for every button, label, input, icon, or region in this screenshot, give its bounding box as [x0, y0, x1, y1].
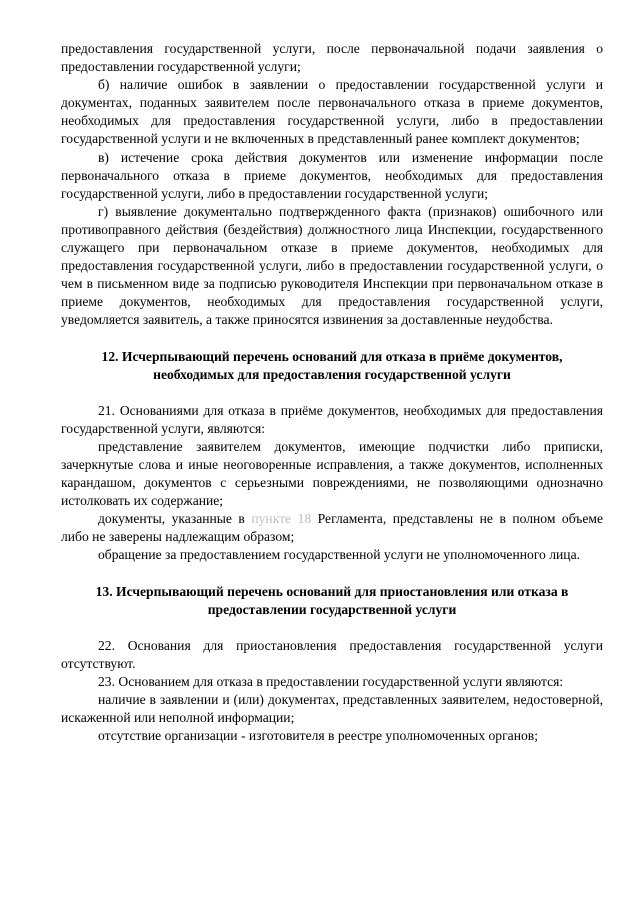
- list-item-2: [61, 510, 603, 546]
- list-item-1: представление заявителем документов, имеющие подчистки либо приписки, зачеркнутые слова и иные неоговоренные исправления, а также документов, исполненных карандашом, документов с серьезными повреждениями, не позволяющими однозначно истолковать их содержание;: [61, 438, 603, 509]
- list-item-1: наличие в заявлении и (или) документах, представленных заявителем, недостоверной, искаженной или неполной информации;: [61, 692, 603, 726]
- document-page: [61, 40, 603, 745]
- faded-reference: пункте 18: [251, 511, 312, 527]
- section-13-heading: [61, 583, 603, 619]
- section-12-heading-line-2: необходимых для предоставления государственной услуги: [153, 366, 511, 382]
- section-13-heading-line-1: 13. Исчерпывающий перечень оснований для приостановления или отказа в: [95, 583, 569, 599]
- section-12-heading: [61, 348, 603, 384]
- paragraph-22: 22. Основания для приостановления предоставления государственной услуги отсутствуют.: [61, 637, 603, 671]
- list-item-2: отсутствие организации - изготовителя в реестре уполномоченных органов;: [98, 728, 538, 744]
- paragraph-item-b: б) наличие ошибок в заявлении о предоставлении государственной услуги и документах, поданных заявителем после первоначального отказа в приеме документов, необходимых для предоставления государственной услуги, либо в предоставлении государственной услуги и не включенных в представленный ранее комплект документов;: [61, 77, 603, 147]
- section-13-heading-line-2: предоставлении государственной услуги: [207, 601, 457, 617]
- list-item-2-start: документы, указанные в: [98, 511, 252, 527]
- paragraph-continuation: предоставления государственной услуги, после первоначальной подачи заявления о предоставлении государственной услуги;: [61, 41, 603, 75]
- paragraph-item-v: в) истечение срока действия документов или изменение информации после первоначального отказа в приеме документов, необходимых для предоставления государственной услуги, либо в предоставлении государственной услуги;: [61, 149, 603, 201]
- list-item-3: обращение за предоставлением государственной услуги не уполномоченного лица.: [98, 547, 581, 563]
- paragraph-item-g: г) выявление документально подтвержденного факта (признаков) ошибочного или противоправного действия (бездействия) должностного лица Инспекции, государственного служащего при первоначальном отказе в приеме документов, необходимых для предоставления государственной услуги, либо в предоставлении государственной услуги, о чем в письменном виде за подписью руководителя Инспекции при первоначальном отказе в приеме документов, необходимых для предоставления государственной услуги, уведомляется заявитель, а также приносятся извинения за доставленные неудобства.: [61, 203, 603, 328]
- paragraph-23: 23. Основанием для отказа в предоставлении государственной услуги являются:: [98, 673, 564, 689]
- paragraph-21: 21. Основаниями для отказа в приёме документов, необходимых для предоставления государственной услуги, являются:: [61, 402, 603, 436]
- list-item-2-end: Регламента, представлены не в полном объеме либо не заверены надлежащим образом;: [61, 511, 603, 545]
- section-12-heading-line-1: 12. Исчерпывающий перечень оснований для отказа в приёме документов,: [101, 348, 563, 364]
